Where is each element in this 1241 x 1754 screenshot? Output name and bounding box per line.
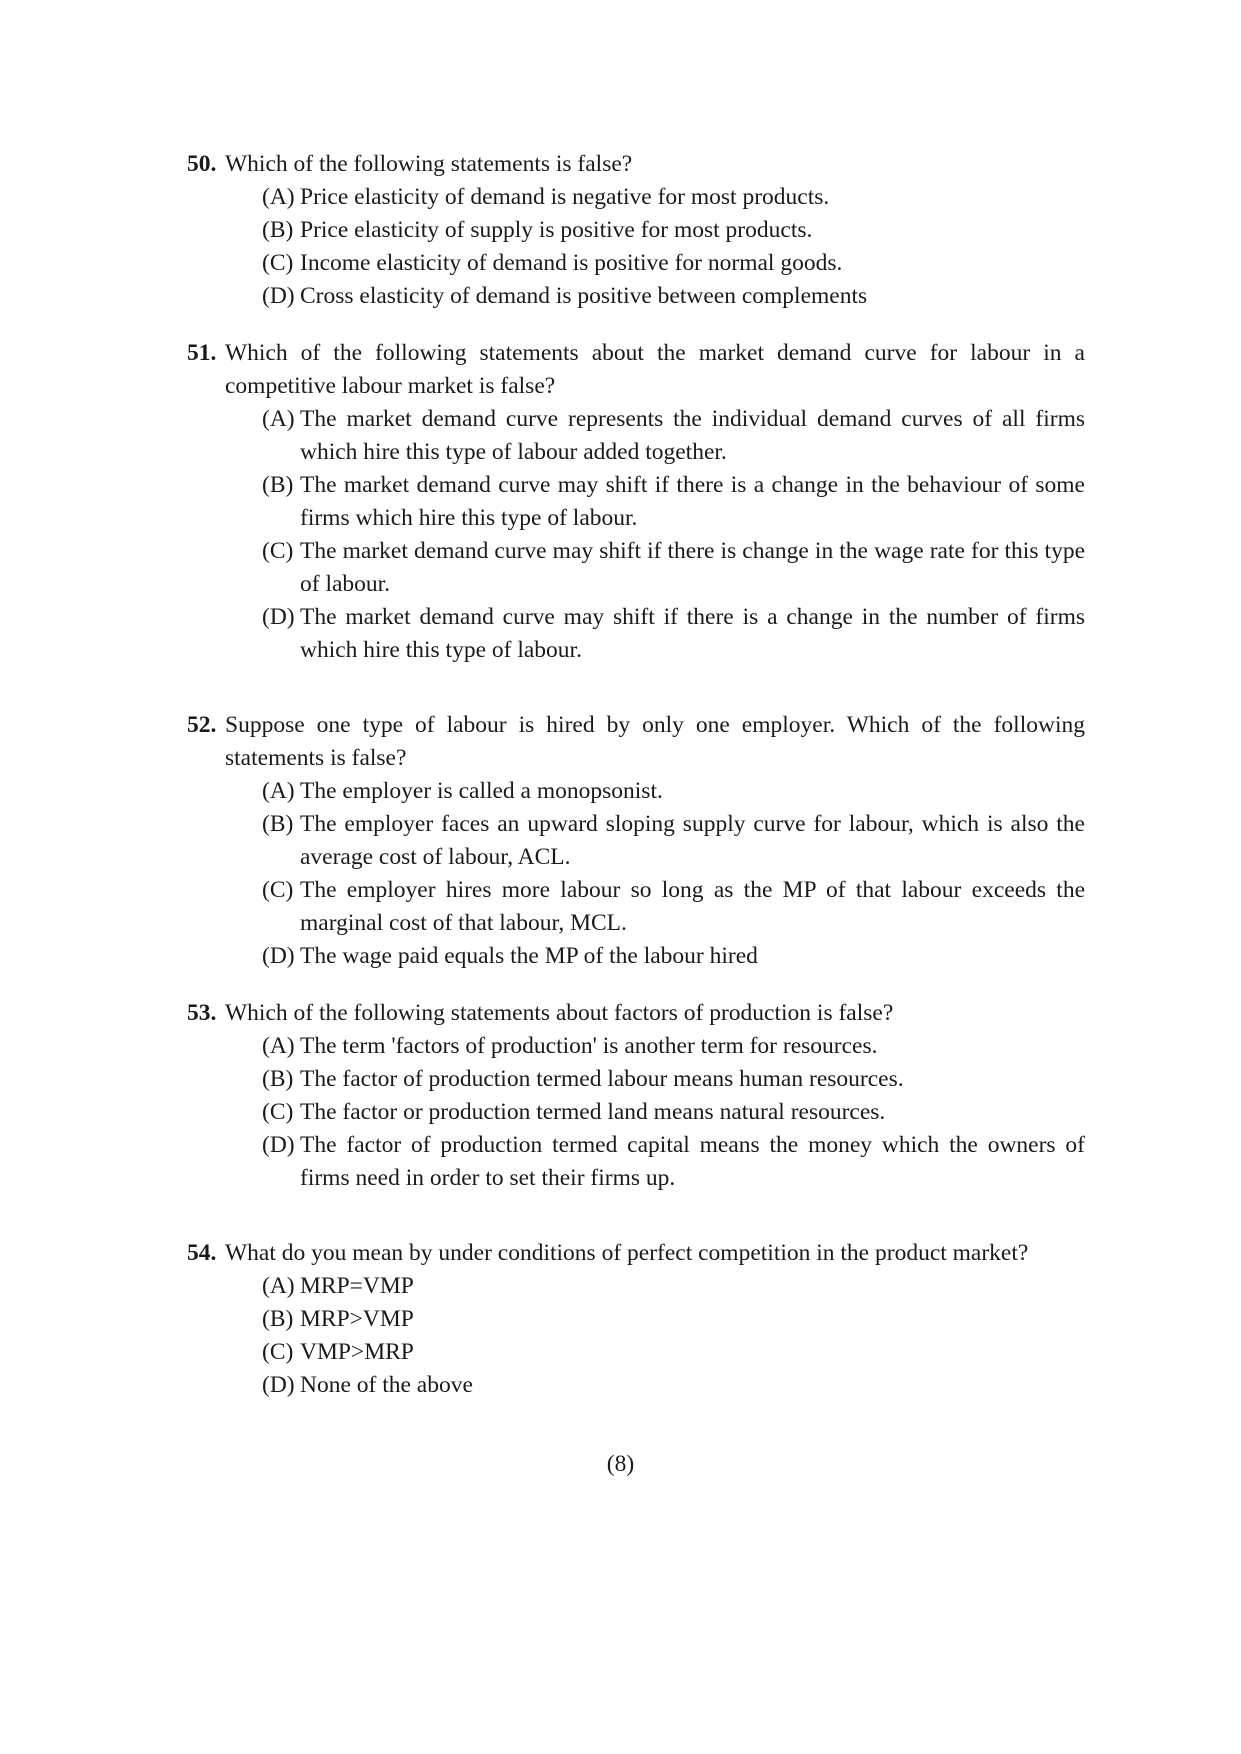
spacer (187, 1195, 1085, 1237)
option-label: (B) (262, 217, 294, 243)
question-number: 51. (187, 340, 217, 366)
question-52 (187, 709, 1085, 973)
option-text: The employer hires more labour so long as the MP of that labour exceeds the marginal cost of that labour, MCL. (300, 877, 1085, 936)
option-label: (C) (262, 877, 294, 903)
option-a (262, 403, 1085, 469)
option-a (262, 775, 1085, 808)
question-53 (187, 997, 1085, 1195)
option-a (262, 181, 1085, 214)
option-a (262, 1270, 1085, 1303)
question-number: 50. (187, 151, 217, 177)
option-label: (C) (262, 1339, 294, 1365)
option-label: (C) (262, 538, 294, 564)
option-text: Income elasticity of demand is positive for normal goods. (300, 250, 843, 276)
option-label: (A) (262, 778, 295, 804)
option-c (262, 874, 1085, 940)
option-label: (C) (262, 1099, 294, 1125)
question-stem (187, 997, 1085, 1030)
question-text: Which of the following statements about the market demand curve for labour in a competitive labour market is false? (225, 340, 1085, 399)
option-label: (B) (262, 1306, 294, 1332)
question-number: 52. (187, 712, 217, 738)
option-b (262, 1303, 1085, 1336)
option-label: (B) (262, 811, 294, 837)
option-label: (D) (262, 604, 295, 630)
option-list (262, 403, 1085, 667)
option-label: (B) (262, 472, 294, 498)
question-number: 53. (187, 1000, 217, 1026)
question-page (187, 148, 1085, 1402)
option-text: The factor of production termed capital means the money which the owners of firms need in order to set their firms up. (300, 1132, 1085, 1191)
option-a (262, 1030, 1085, 1063)
question-text: What do you mean by under conditions of perfect competition in the product market? (225, 1240, 1029, 1266)
option-text: MRP>VMP (300, 1306, 414, 1332)
option-text: Price elasticity of demand is negative for most products. (300, 184, 830, 210)
option-label: (D) (262, 1132, 295, 1158)
option-label: (A) (262, 1033, 295, 1059)
option-label: (D) (262, 1372, 295, 1398)
option-label: (B) (262, 1066, 294, 1092)
option-d (262, 940, 1085, 973)
question-stem (187, 709, 1085, 775)
question-54 (187, 1237, 1085, 1402)
option-text: The market demand curve represents the individual demand curves of all firms which hire this type of labour added together. (300, 406, 1085, 465)
option-list (262, 1270, 1085, 1402)
option-label: (A) (262, 406, 295, 432)
option-b (262, 1063, 1085, 1096)
option-text: The employer faces an upward sloping supply curve for labour, which is also the average cost of labour, ACL. (300, 811, 1085, 870)
option-b (262, 469, 1085, 535)
option-label: (D) (262, 283, 295, 309)
option-c (262, 247, 1085, 280)
option-label: (A) (262, 184, 295, 210)
question-text: Which of the following statements is false? (225, 151, 633, 177)
option-list (262, 775, 1085, 973)
option-text: MRP=VMP (300, 1273, 414, 1299)
question-text: Suppose one type of labour is hired by only one employer. Which of the following statements is false? (225, 712, 1085, 771)
option-text: The factor of production termed labour means human resources. (300, 1066, 904, 1092)
question-50 (187, 148, 1085, 313)
option-c (262, 1336, 1085, 1369)
question-text: Which of the following statements about factors of production is false? (225, 1000, 894, 1026)
option-text: None of the above (300, 1372, 473, 1398)
option-label: (D) (262, 943, 295, 969)
option-text: VMP>MRP (300, 1339, 414, 1365)
spacer (187, 313, 1085, 337)
option-list (262, 1030, 1085, 1195)
option-label: (C) (262, 250, 294, 276)
option-text: The market demand curve may shift if there is a change in the number of firms which hire this type of labour. (300, 604, 1085, 663)
question-stem (187, 337, 1085, 403)
option-text: The factor or production termed land means natural resources. (300, 1099, 886, 1125)
option-label: (A) (262, 1273, 295, 1299)
option-text: The market demand curve may shift if there is a change in the behaviour of some firms which hire this type of labour. (300, 472, 1085, 531)
option-text: The wage paid equals the MP of the labour hired (300, 943, 758, 969)
question-number: 54. (187, 1240, 217, 1266)
option-c (262, 1096, 1085, 1129)
option-list (262, 181, 1085, 313)
option-text: Cross elasticity of demand is positive between complements (300, 283, 868, 309)
option-text: The market demand curve may shift if there is change in the wage rate for this type of labour. (300, 538, 1085, 597)
option-d (262, 1129, 1085, 1195)
spacer (187, 667, 1085, 709)
option-d (262, 601, 1085, 667)
option-d (262, 280, 1085, 313)
question-51 (187, 337, 1085, 667)
spacer (187, 973, 1085, 997)
question-stem (187, 148, 1085, 181)
option-text: The term 'factors of production' is another term for resources. (300, 1033, 878, 1059)
option-b (262, 808, 1085, 874)
question-stem (187, 1237, 1085, 1270)
option-b (262, 214, 1085, 247)
option-text: The employer is called a monopsonist. (300, 778, 663, 804)
option-d (262, 1369, 1085, 1402)
page-number: (8) (606, 1451, 635, 1477)
option-text: Price elasticity of supply is positive for most products. (300, 217, 813, 243)
option-c (262, 535, 1085, 601)
